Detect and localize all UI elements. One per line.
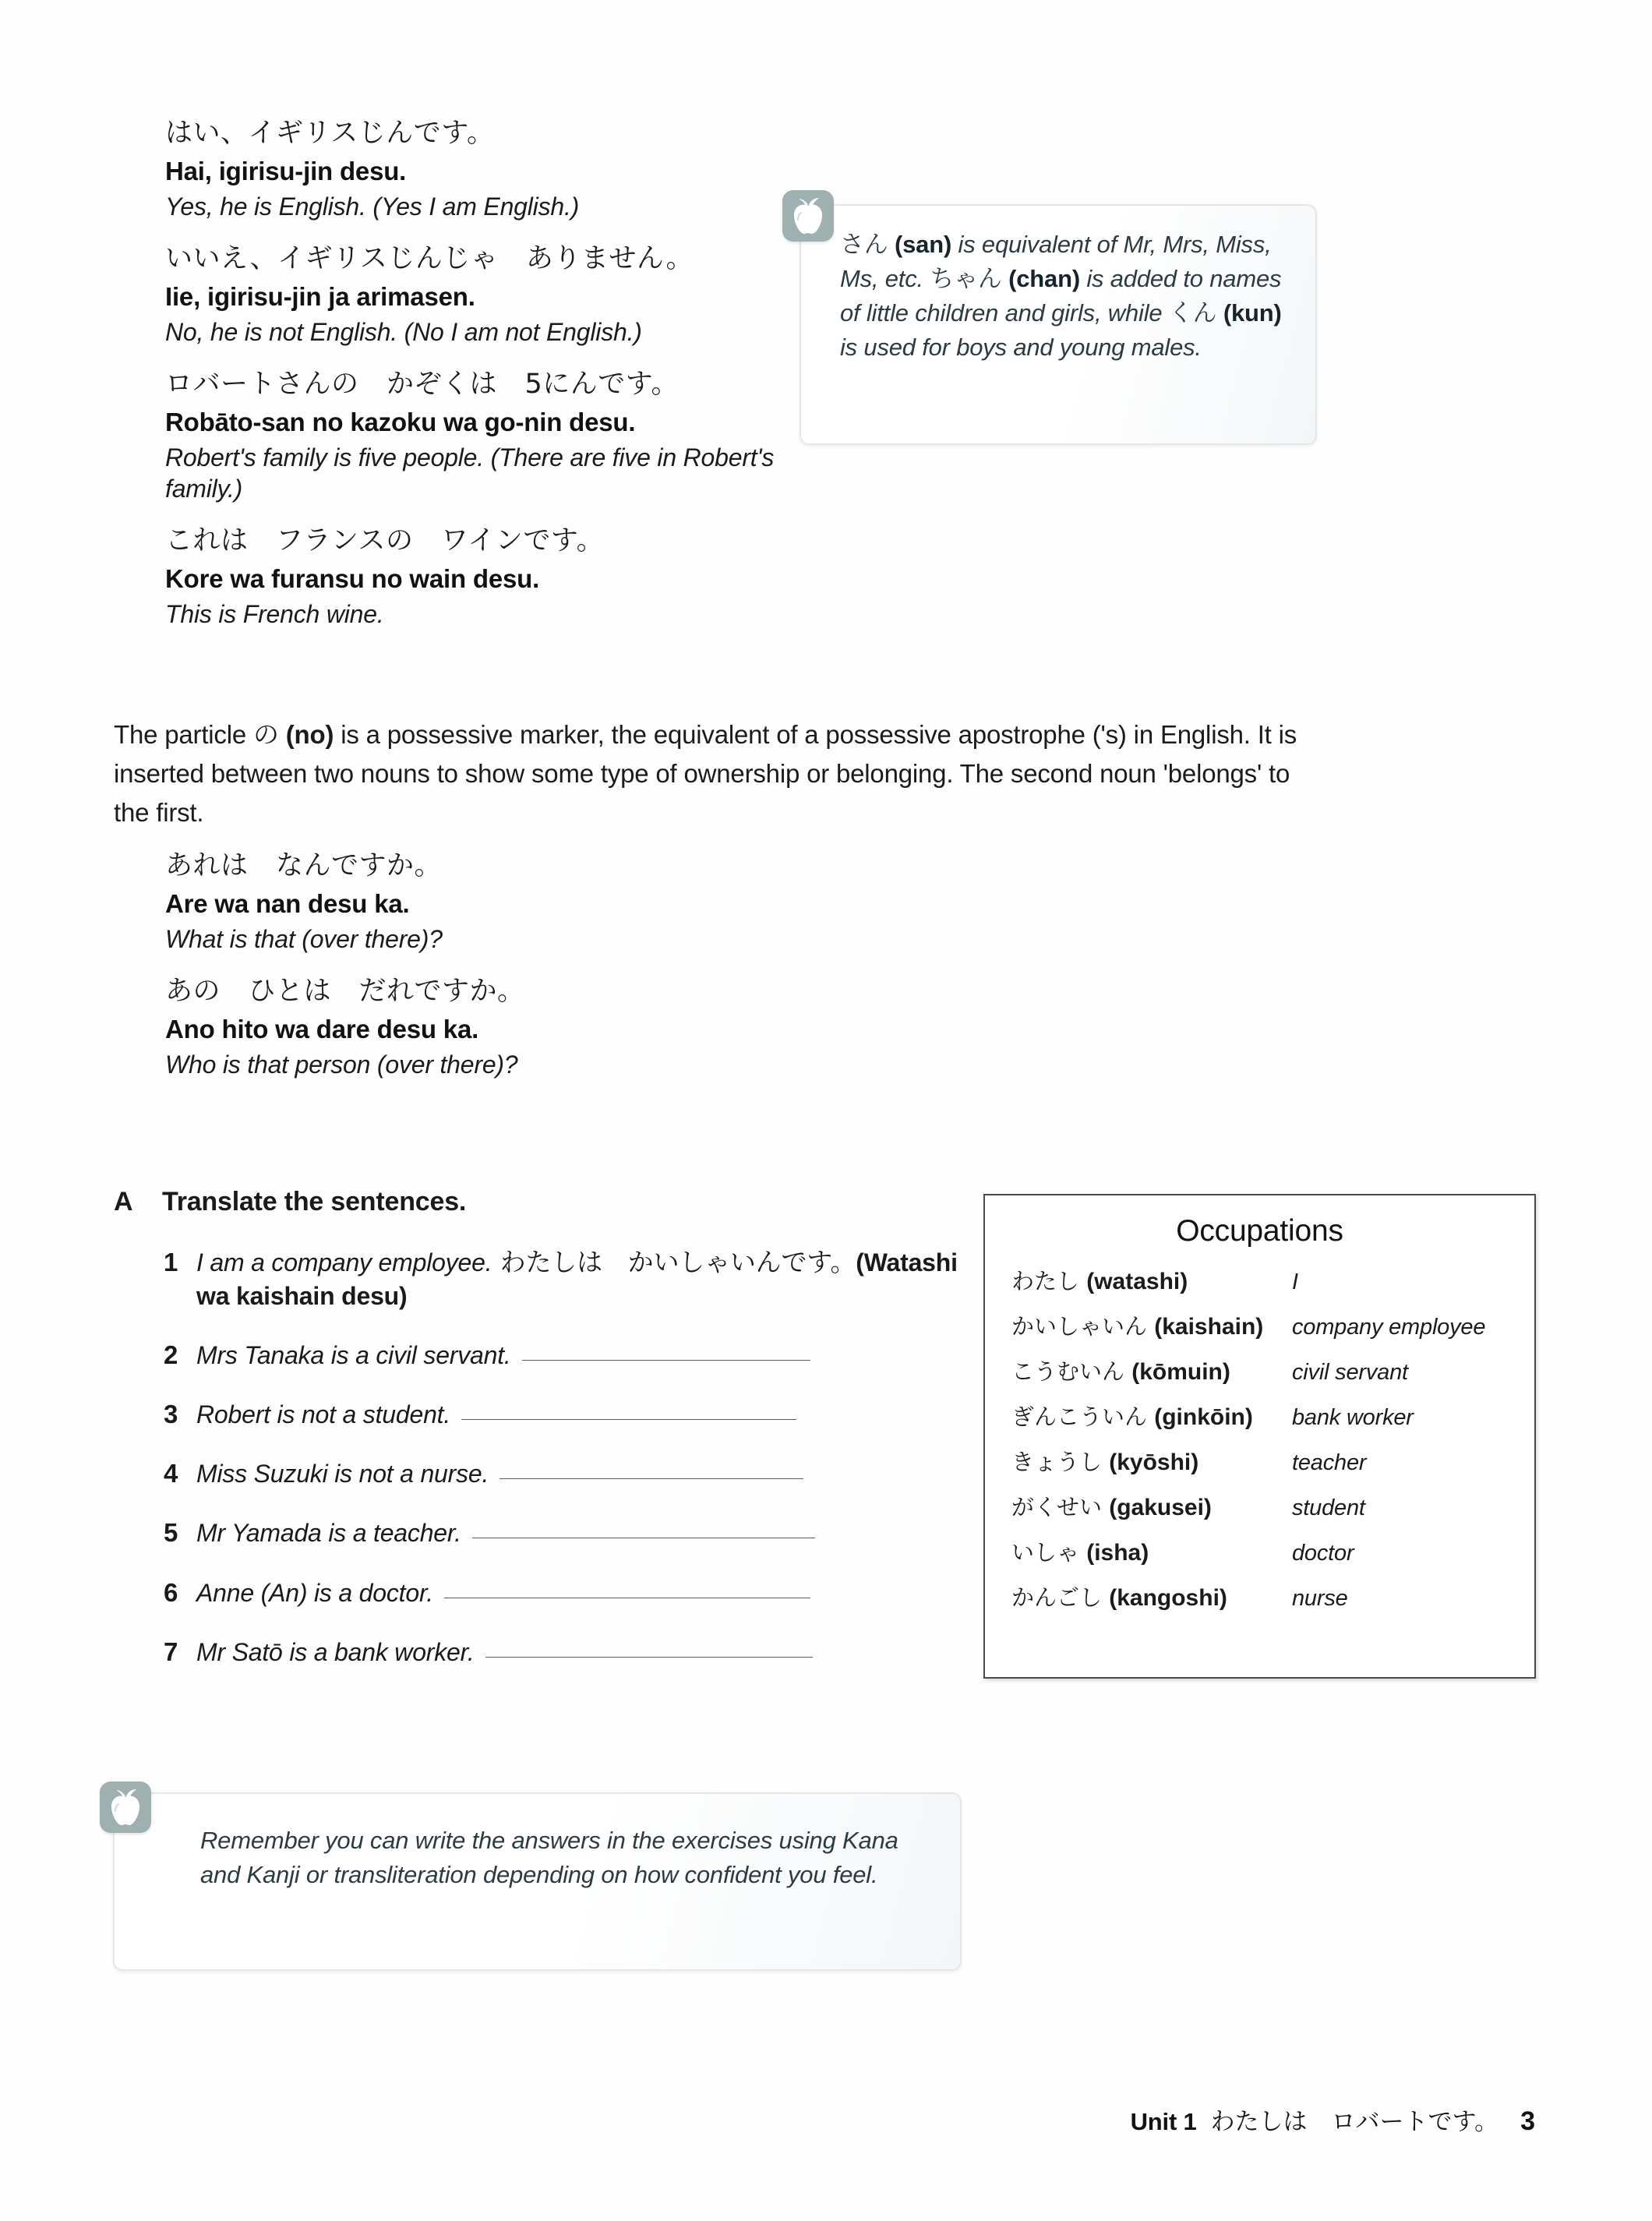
example-block (165, 368, 789, 504)
exercise-item-list (114, 1245, 963, 1668)
occupation-row (1011, 1264, 1508, 1296)
occupation-meaning: nurse (1292, 1586, 1348, 1611)
example-english: What is that (over there)? (165, 925, 443, 953)
example-romaji: Robāto-san no kazoku wa go-nin desu. (165, 407, 636, 436)
occupation-meaning: doctor (1292, 1541, 1354, 1566)
occupation-romaji: (ginkōin) (1154, 1404, 1253, 1430)
occupation-row (1011, 1580, 1508, 1612)
exercise-item-body (196, 1245, 963, 1312)
example-romaji: Are wa nan desu ka. (165, 888, 410, 918)
example-block (165, 524, 789, 630)
occupation-kana: きょうし (1011, 1449, 1110, 1475)
occupation-row (1011, 1445, 1508, 1477)
occupation-term (1011, 1309, 1292, 1341)
callout-body-text: is added to names of little children and girls, while (840, 265, 1282, 327)
exercise-item-body (196, 1398, 963, 1431)
occupations-title: Occupations (1176, 1214, 1343, 1248)
example-sentences-top (165, 117, 789, 650)
occupation-meaning: teacher (1292, 1450, 1367, 1475)
exercise-item-prompt: Mr Satō is a bank worker. (196, 1637, 475, 1666)
exercise-item-answer-romaji: (Watashi wa kaishain desu) (196, 1248, 958, 1310)
occupation-row (1011, 1535, 1508, 1567)
footer-unit-title-japanese: わたしは ロバートです。 (1210, 2108, 1499, 2136)
occupation-kana: いしゃ (1011, 1539, 1087, 1566)
occupation-romaji: (kangoshi) (1109, 1585, 1227, 1611)
example-romaji: Iie, igirisu-jin ja arimasen. (165, 281, 475, 311)
occupation-term (1011, 1264, 1292, 1296)
callout-kana: さん (840, 231, 888, 259)
exercise-item-number: 4 (164, 1459, 178, 1488)
particle-explanation-paragraph (114, 715, 1306, 832)
exercise-item-body (196, 1339, 963, 1372)
page-footer (1131, 2102, 1535, 2137)
example-japanese: あの ひとは だれですか。 (165, 976, 525, 1007)
occupation-meaning: I (1292, 1269, 1298, 1294)
callout-box-honorifics (800, 204, 1317, 445)
particle-romaji: (no) (278, 720, 334, 749)
exercise-section-a (114, 1187, 963, 1695)
exercise-item-prompt: Mr Yamada is a teacher. (196, 1519, 461, 1548)
exercise-item-prompt: Anne (An) is a doctor. (196, 1578, 433, 1607)
exercise-item-answer-japanese: わたしは かいしゃいんです。 (492, 1247, 856, 1277)
exercise-letter: A (114, 1187, 133, 1216)
apple-icon (100, 1781, 151, 1833)
example-block (165, 975, 789, 1080)
exercise-item-number: 5 (164, 1518, 178, 1548)
occupation-row (1011, 1354, 1508, 1386)
occupation-term (1011, 1445, 1292, 1477)
exercise-item-number: 2 (164, 1340, 178, 1369)
example-romaji: Hai, igirisu-jin desu. (165, 156, 407, 185)
callout-kana: ちゃん (930, 265, 1002, 294)
occupations-vocab-box (983, 1194, 1536, 1679)
paragraph-lead: The particle (114, 720, 253, 749)
example-japanese: はい、イギリスじんです。 (165, 118, 495, 149)
exercise-item (114, 1245, 963, 1312)
callout-kana: くん (1168, 299, 1217, 328)
occupation-meaning: civil servant (1292, 1360, 1408, 1385)
occupations-list (985, 1264, 1534, 1612)
exercise-item-prompt: I am a company employee. (196, 1248, 492, 1276)
exercise-item-body (196, 1457, 963, 1490)
example-block (165, 117, 789, 222)
exercise-item (114, 1636, 963, 1668)
exercise-item-number: 1 (164, 1248, 178, 1276)
exercise-item (114, 1577, 963, 1609)
answer-blank-line[interactable] (485, 1657, 813, 1658)
occupation-romaji: (isha) (1086, 1540, 1149, 1566)
exercise-item-body (196, 1517, 963, 1549)
example-romaji: Ano hito wa dare desu ka. (165, 1014, 479, 1043)
occupation-meaning: company employee (1292, 1315, 1486, 1340)
occupation-kana: こうむいん (1011, 1358, 1132, 1385)
exercise-item-number: 3 (164, 1400, 178, 1429)
answer-blank-line[interactable] (499, 1478, 803, 1479)
example-japanese: いいえ、イギリスじんじゃ ありません。 (165, 243, 694, 274)
example-english: Robert's family is five people. (There are five in Robert's family.) (165, 443, 775, 503)
example-english: This is French wine. (165, 600, 384, 628)
callout-body-text: is equivalent of Mr, Mrs, Miss, Ms, etc. (840, 231, 1272, 293)
occupation-romaji: (kōmuin) (1131, 1359, 1230, 1385)
occupation-kana: かんごし (1011, 1584, 1110, 1611)
apple-icon (782, 190, 834, 242)
callout-romaji: (kun) (1216, 299, 1282, 327)
exercise-item-body (196, 1636, 963, 1668)
exercise-item-prompt: Mrs Tanaka is a civil servant. (196, 1340, 511, 1369)
occupation-kana: がくせい (1011, 1494, 1110, 1520)
occupation-term (1011, 1580, 1292, 1612)
callout-text (840, 228, 1292, 365)
exercise-title: Translate the sentences. (162, 1187, 467, 1216)
particle-kana: の (252, 719, 279, 750)
exercise-item (114, 1398, 963, 1431)
paragraph-body: is a possessive marker, the equivalent of a possessive apostrophe ('s) in English. It is inserted between two nouns to show some type of ownership or belonging. The second noun 'belongs' to the first. (114, 720, 1297, 828)
occupation-romaji: (kyōshi) (1109, 1449, 1199, 1475)
example-english: Yes, he is English. (Yes I am English.) (165, 192, 580, 221)
answer-blank-line[interactable] (522, 1360, 810, 1361)
occupation-term (1011, 1490, 1292, 1522)
exercise-item-prompt: Robert is not a student. (196, 1400, 451, 1429)
example-japanese: これは フランスの ワインです。 (165, 525, 605, 556)
example-sentences-questions (165, 849, 789, 1100)
example-japanese: ロバートさんの かぞくは 5にんです。 (165, 369, 679, 400)
exercise-item-prompt: Miss Suzuki is not a nurse. (196, 1460, 489, 1488)
exercise-item (114, 1339, 963, 1372)
example-english: Who is that person (over there)? (165, 1050, 518, 1079)
occupation-kana: ぎんこういん (1011, 1404, 1155, 1430)
exercise-heading (114, 1187, 963, 1217)
example-block (165, 849, 789, 955)
occupation-kana: かいしゃいん (1011, 1313, 1155, 1340)
footer-unit-label: Unit 1 (1130, 2108, 1197, 2135)
page-number: 3 (1520, 2106, 1535, 2136)
example-block (165, 242, 789, 348)
occupation-row (1011, 1309, 1508, 1341)
callout-text: Remember you can write the answers in the exercises using Kana and Kanji or transliteration depending on how confident you feel. (200, 1827, 898, 1889)
occupation-romaji: (watashi) (1086, 1269, 1188, 1294)
callout-body-text: is used for boys and young males. (840, 334, 1202, 362)
callout-romaji: (san) (888, 231, 952, 258)
occupation-row (1011, 1490, 1508, 1522)
exercise-item (114, 1457, 963, 1490)
occupation-term (1011, 1354, 1292, 1386)
occupation-kana: わたし (1011, 1268, 1087, 1294)
exercise-item-number: 6 (164, 1577, 178, 1607)
answer-blank-line[interactable] (461, 1419, 796, 1420)
example-romaji: Kore wa furansu no wain desu. (165, 563, 540, 593)
example-english: No, he is not English. (No I am not English.) (165, 318, 642, 346)
occupation-term (1011, 1535, 1292, 1567)
occupation-meaning: student (1292, 1495, 1365, 1520)
occupation-row (1011, 1400, 1508, 1432)
exercise-item-number: 7 (164, 1637, 178, 1666)
exercise-item (114, 1517, 963, 1549)
occupation-meaning: bank worker (1292, 1405, 1414, 1430)
callout-box-remember (113, 1792, 962, 1971)
callout-romaji: (chan) (1001, 265, 1080, 293)
occupation-romaji: (gakusei) (1109, 1495, 1212, 1520)
exercise-item-body (196, 1577, 963, 1609)
example-japanese: あれは なんですか。 (165, 850, 443, 881)
occupation-romaji: (kaishain) (1154, 1314, 1264, 1340)
occupation-term (1011, 1400, 1292, 1432)
